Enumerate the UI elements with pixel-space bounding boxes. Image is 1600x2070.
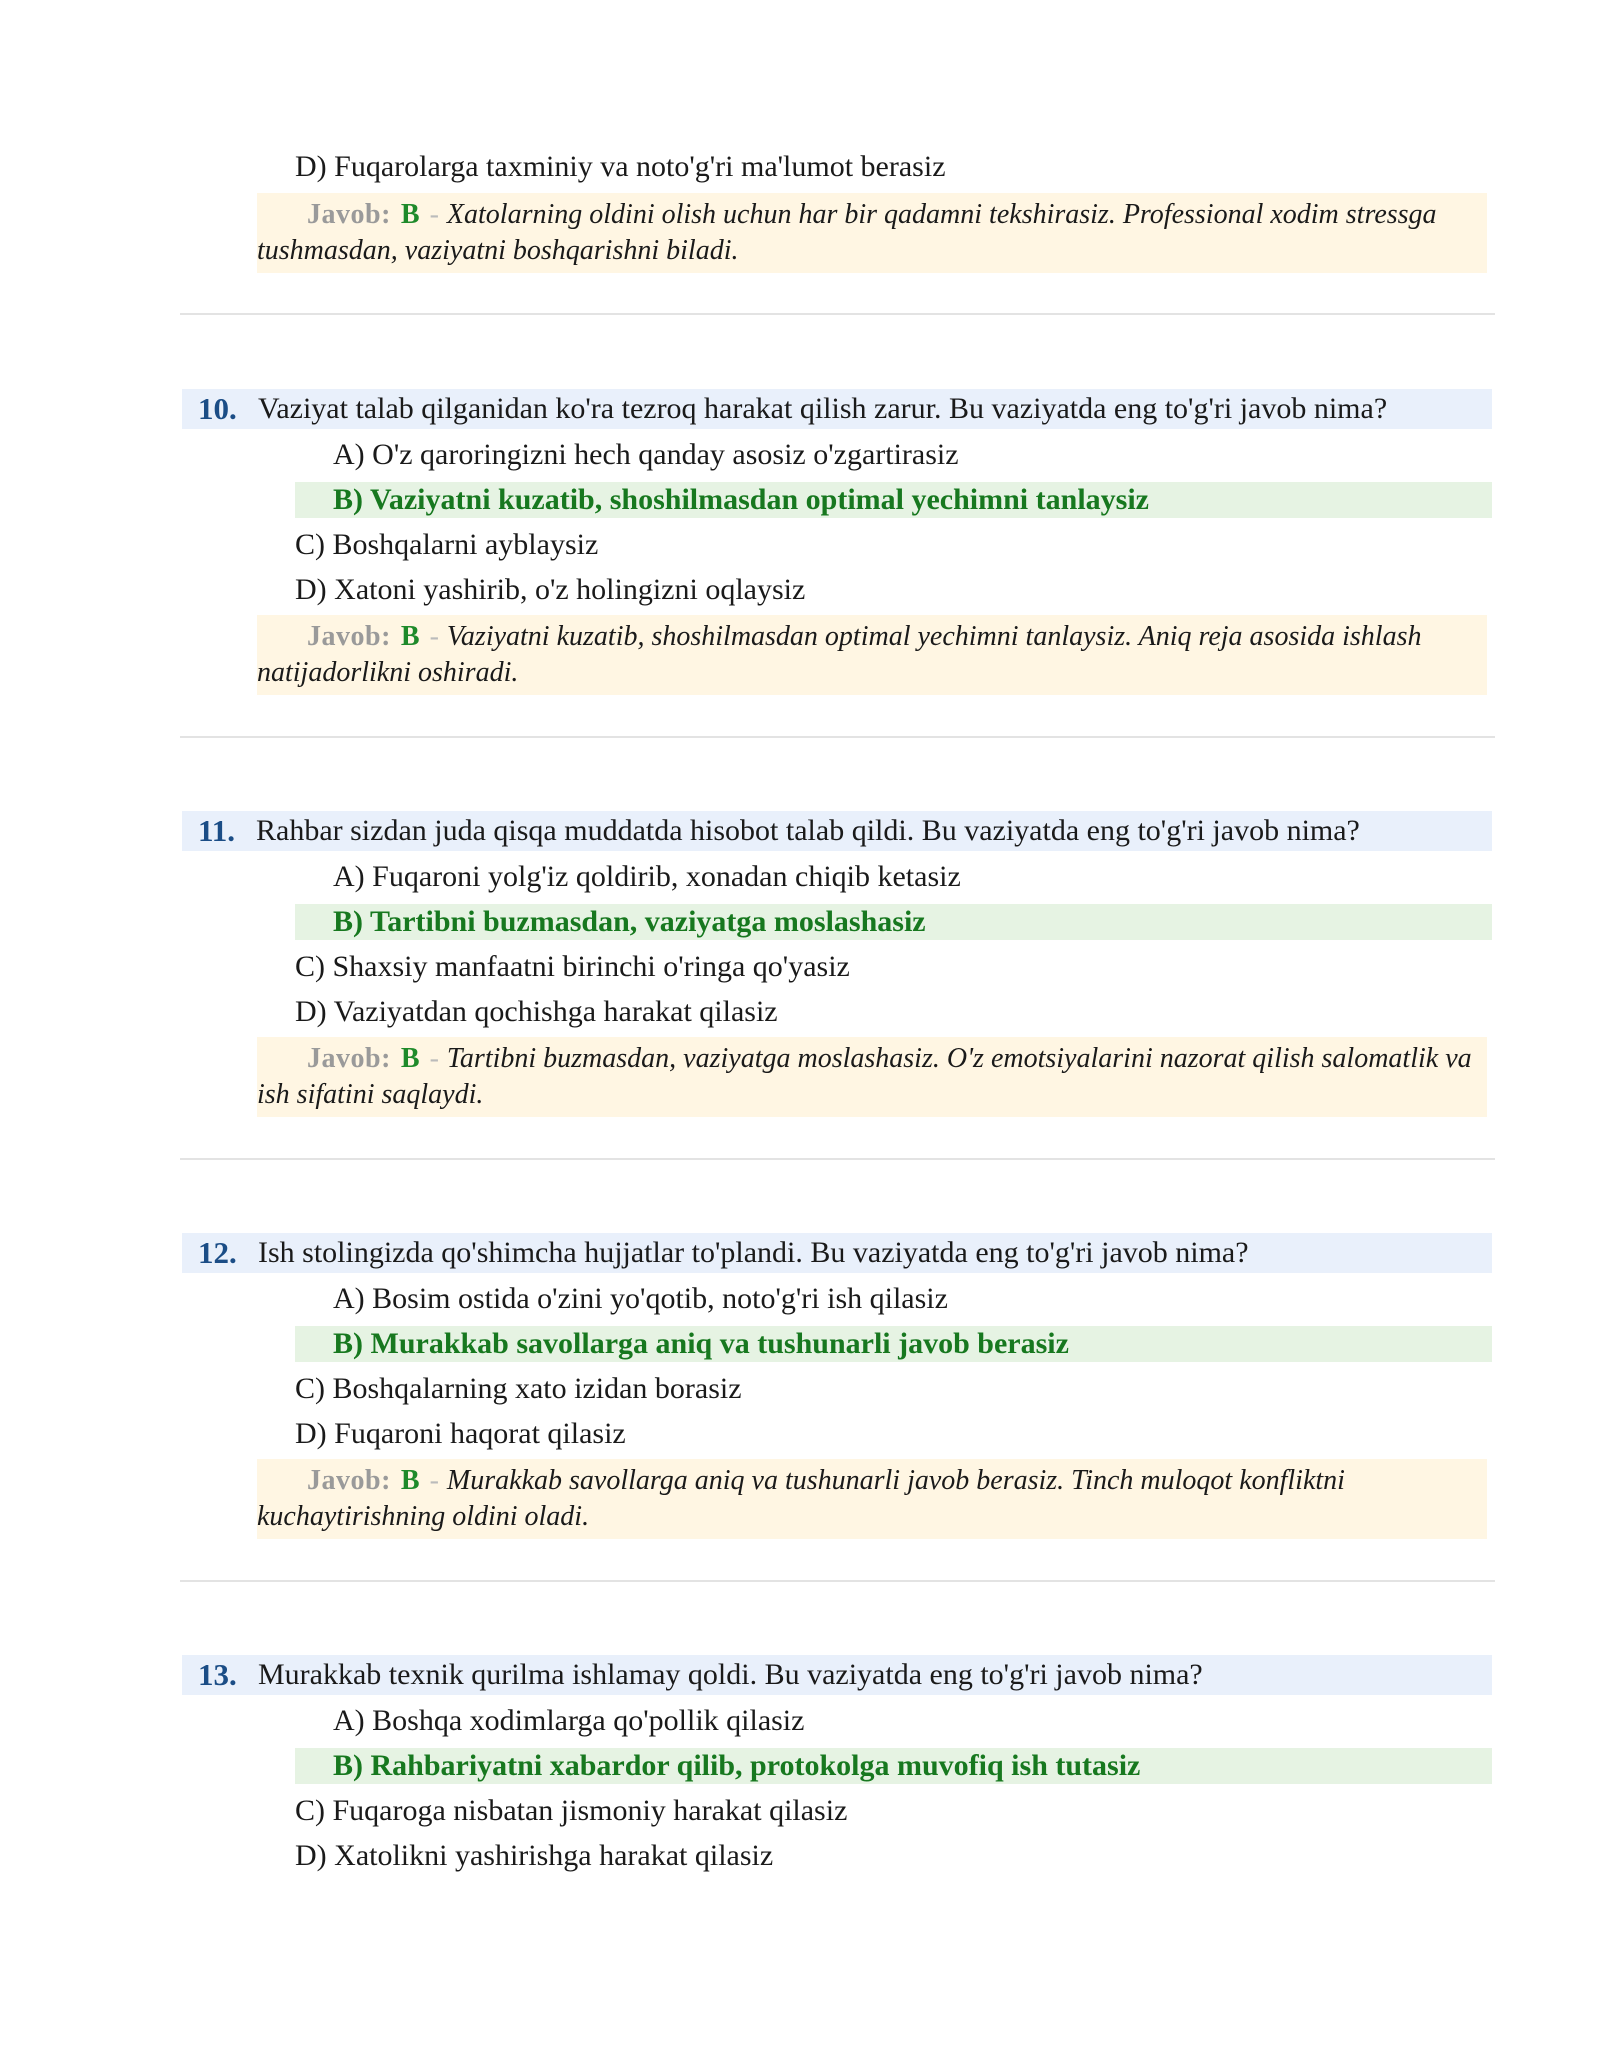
- answer-text: Vaziyatni kuzatib, shoshilmasdan optimal yechimni tanlaysiz. Aniq reja asosida ishlash natijadorlikni oshiradi.: [257, 621, 1422, 688]
- option-c: C) Boshqalarni ayblaysiz: [295, 528, 599, 561]
- divider: [180, 313, 1495, 315]
- question-text: Rahbar sizdan juda qisqa muddatda hisobot talab qildi. Bu vaziyatda eng to'g'ri javob nima?: [256, 814, 1360, 847]
- answer-text: Tartibni buzmasdan, vaziyatga moslashasiz. O'z emotsiyalarini nazorat qilish salomatlik va ish sifatini saqlaydi.: [257, 1043, 1472, 1110]
- question-number: 11.: [198, 813, 236, 848]
- answer-label: Javob:: [307, 1465, 391, 1496]
- answer-letter: B: [400, 199, 420, 230]
- option-b-text: B) Rahbariyatni xabardor qilib, protokolga muvofiq ish tutasiz: [333, 1749, 1141, 1782]
- answer-letter: B: [400, 1043, 420, 1074]
- option-a: A) Boshqa xodimlarga qo'pollik qilasiz: [333, 1704, 805, 1737]
- answer-label: Javob:: [307, 621, 391, 652]
- answer-box: [257, 1459, 1487, 1539]
- question-header: [182, 1655, 1492, 1695]
- answer-dash: -: [429, 1465, 439, 1496]
- option-a: A) Fuqaroni yolg'iz qoldirib, xonadan chiqib ketasiz: [333, 860, 961, 893]
- question-number: 12.: [198, 1235, 237, 1270]
- option-c: C) Fuqaroga nisbatan jismoniy harakat qilasiz: [295, 1794, 848, 1827]
- question-text: Vaziyat talab qilganidan ko'ra tezroq harakat qilish zarur. Bu vaziyatda eng to'g'ri javob nima?: [258, 392, 1388, 425]
- option-b-correct: [295, 482, 1492, 518]
- question-number: 10.: [198, 391, 237, 426]
- question-number: 13.: [198, 1657, 237, 1692]
- question-header: [182, 811, 1492, 851]
- option-c: C) Shaxsiy manfaatni birinchi o'ringa qo'yasiz: [295, 950, 850, 983]
- option-d: D) Fuqaroni haqorat qilasiz: [295, 1417, 626, 1450]
- option-a: A) Bosim ostida o'zini yo'qotib, noto'g'ri ish qilasiz: [333, 1282, 948, 1315]
- option-c: C) Boshqalarning xato izidan borasiz: [295, 1372, 742, 1405]
- divider: [180, 1580, 1495, 1582]
- answer-dash: -: [429, 199, 439, 230]
- answer-text: Murakkab savollarga aniq va tushunarli javob berasiz. Tinch muloqot konfliktni kuchaytirishning oldini oladi.: [257, 1465, 1345, 1532]
- answer-label: Javob:: [307, 1043, 391, 1074]
- option-b-correct: [295, 1326, 1492, 1362]
- answer-box: [257, 1037, 1487, 1117]
- answer-box: [257, 615, 1487, 695]
- option-d: D) Xatoni yashirib, o'z holingizni oqlaysiz: [295, 573, 806, 606]
- option-d: D) Fuqarolarga taxminiy va noto'g'ri ma'lumot berasiz: [295, 150, 946, 183]
- question-header: [182, 1233, 1492, 1273]
- answer-text: Xatolarning oldini olish uchun har bir qadamni tekshirasiz. Professional xodim stressga tushmasdan, vaziyatni boshqarishni biladi.: [257, 199, 1437, 266]
- option-b-correct: [295, 1748, 1492, 1784]
- answer-letter: B: [400, 1465, 420, 1496]
- option-b-correct: [295, 904, 1492, 940]
- answer-dash: -: [429, 621, 439, 652]
- question-text: Murakkab texnik qurilma ishlamay qoldi. Bu vaziyatda eng to'g'ri javob nima?: [258, 1658, 1203, 1691]
- option-d: D) Vaziyatdan qochishga harakat qilasiz: [295, 995, 778, 1028]
- divider: [180, 1158, 1495, 1160]
- answer-box: [257, 193, 1487, 273]
- option-b-text: B) Vaziyatni kuzatib, shoshilmasdan optimal yechimni tanlaysiz: [333, 483, 1149, 516]
- option-b-text: B) Tartibni buzmasdan, vaziyatga moslashasiz: [333, 905, 926, 938]
- option-d: D) Xatolikni yashirishga harakat qilasiz: [295, 1839, 774, 1872]
- option-b-text: B) Murakkab savollarga aniq va tushunarli javob berasiz: [333, 1327, 1069, 1360]
- answer-dash: -: [429, 1043, 439, 1074]
- answer-letter: B: [400, 621, 420, 652]
- option-a: A) O'z qaroringizni hech qanday asosiz o'zgartirasiz: [333, 438, 959, 471]
- divider: [180, 736, 1495, 738]
- question-header: [182, 389, 1492, 429]
- answer-label: Javob:: [307, 199, 391, 230]
- question-text: Ish stolingizda qo'shimcha hujjatlar to'plandi. Bu vaziyatda eng to'g'ri javob nima?: [258, 1236, 1249, 1269]
